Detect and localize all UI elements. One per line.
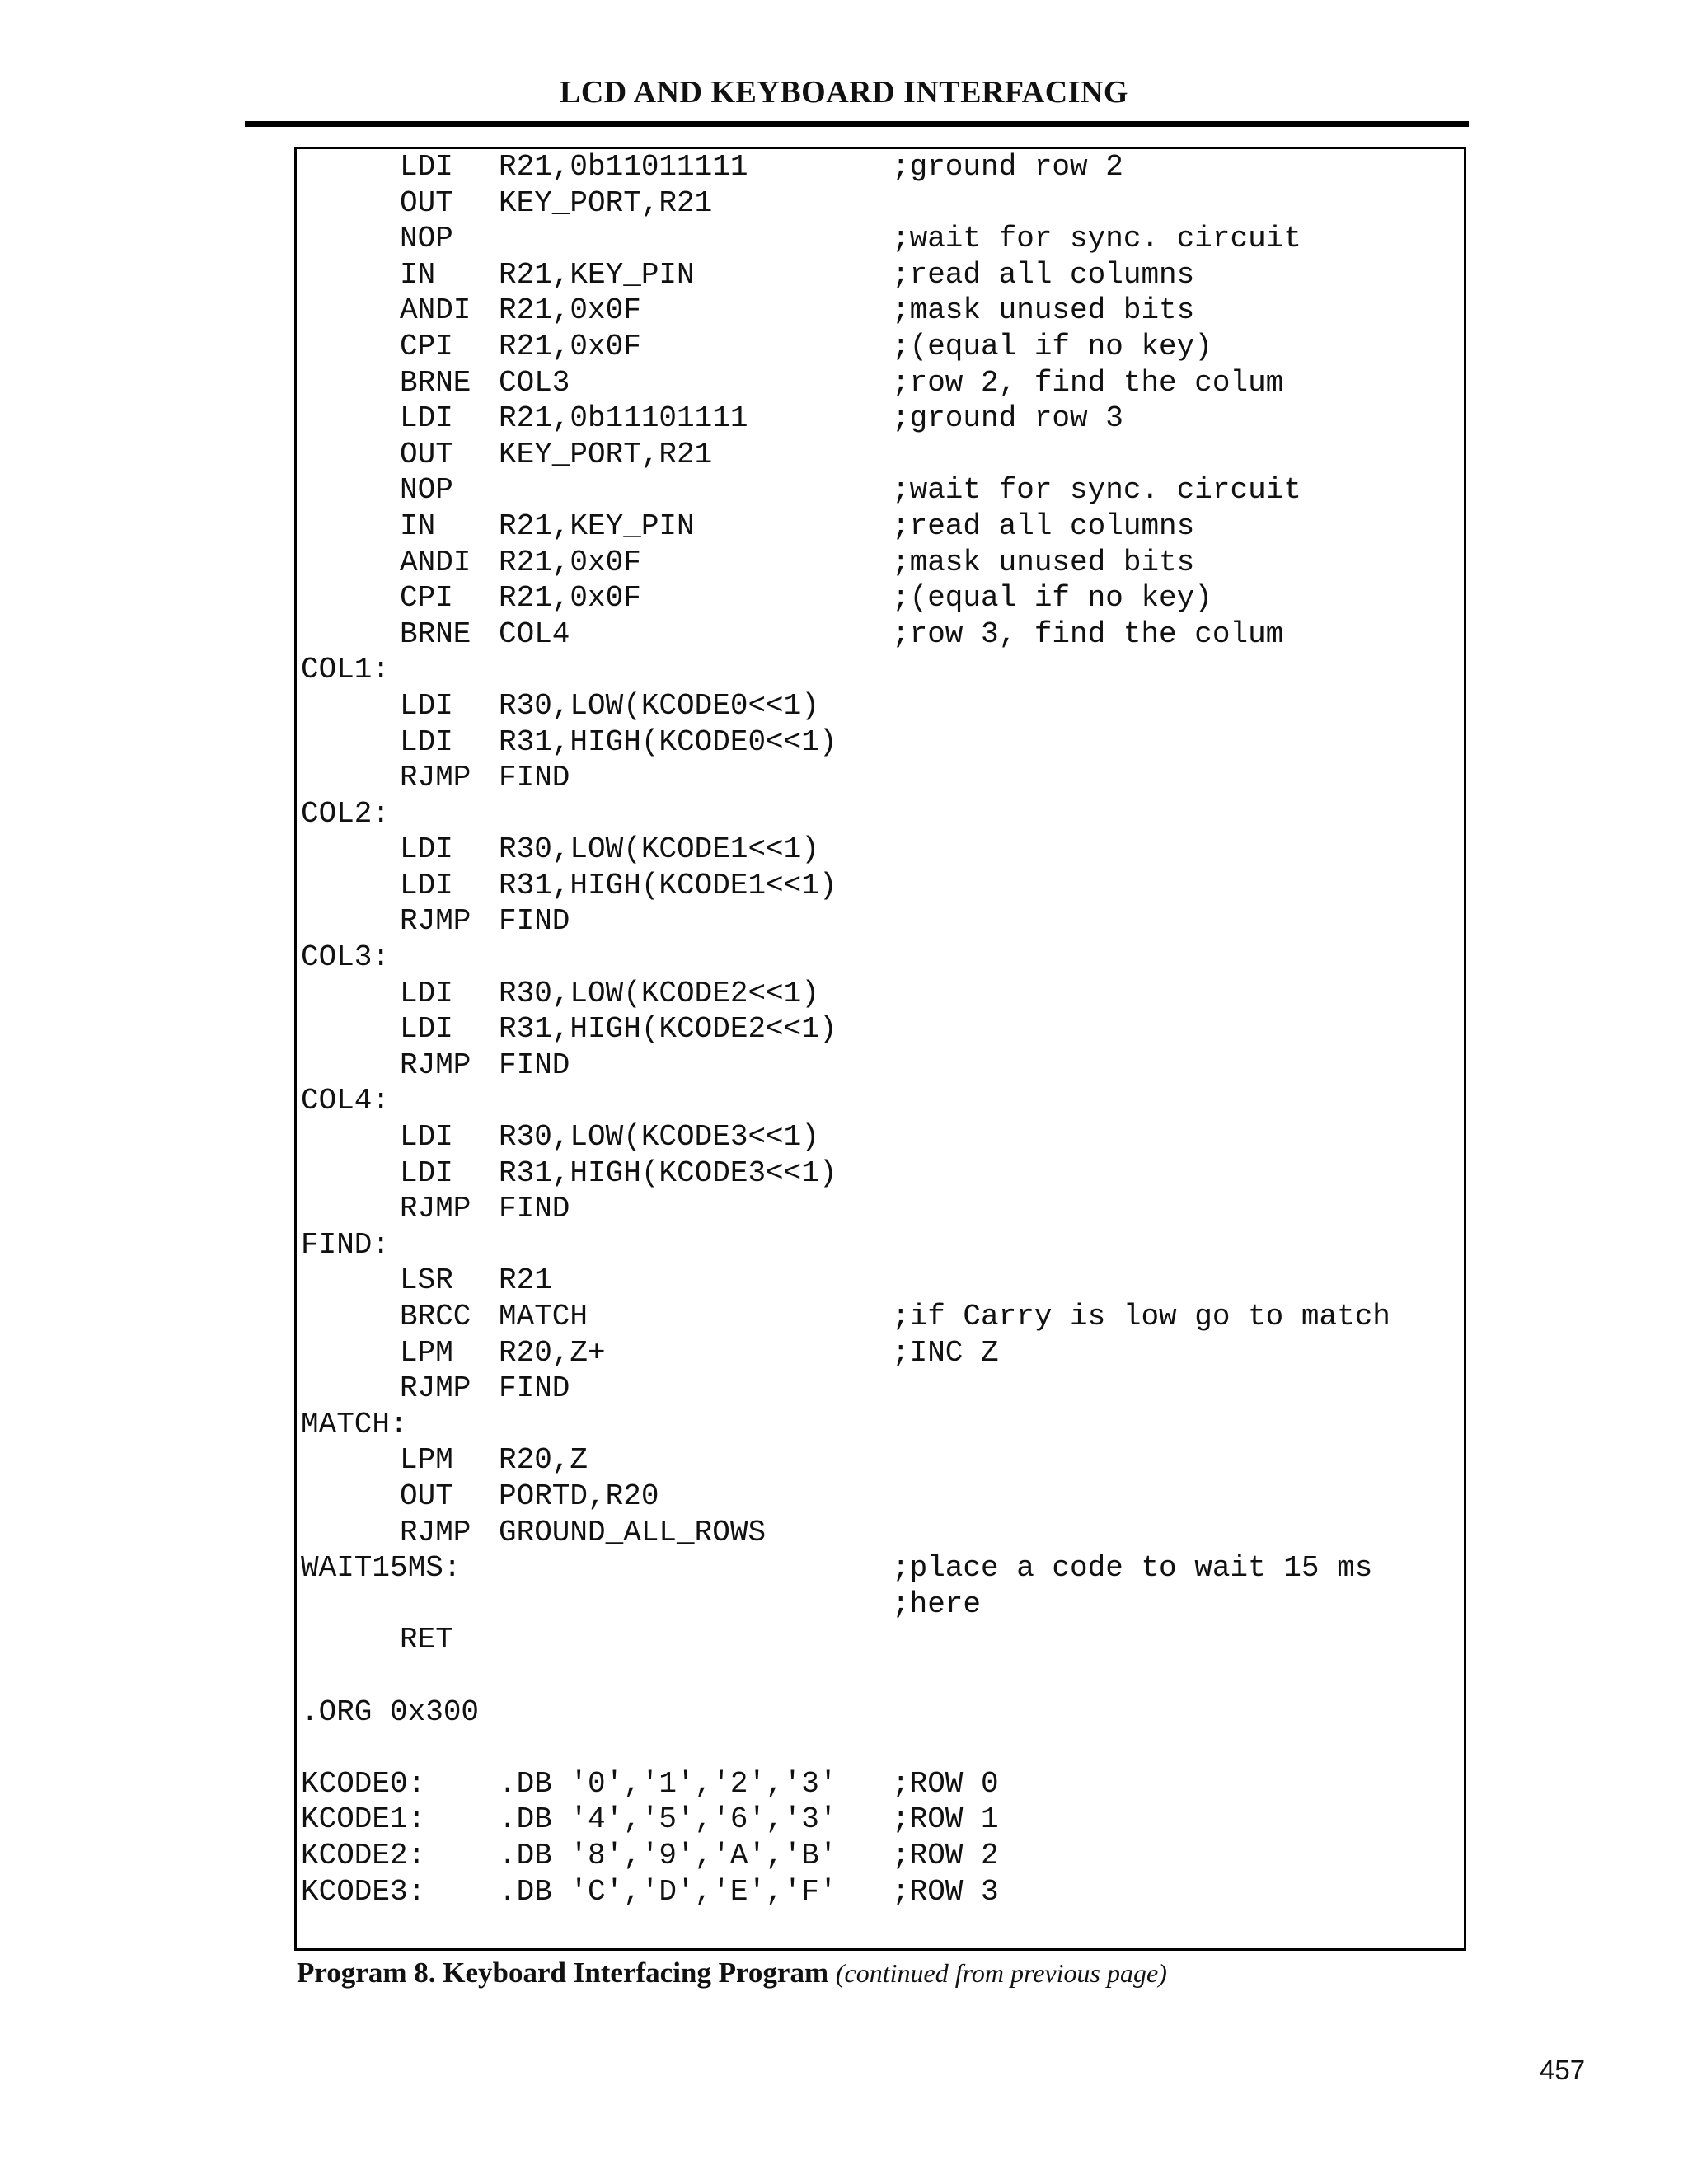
- code-operands: R21: [499, 1263, 552, 1298]
- program-caption: [297, 1954, 1167, 1992]
- code-mnemonic: IN: [400, 509, 436, 543]
- code-comment: ;ground row 2: [892, 150, 1123, 184]
- code-label: .ORG 0x300: [301, 1694, 480, 1729]
- code-operands: FIND: [499, 1192, 570, 1226]
- code-label: KCODE2:: [301, 1838, 426, 1872]
- code-operands: COL3: [499, 365, 570, 400]
- code-mnemonic: BRNE: [400, 616, 471, 651]
- caption-note: (continued from previous page): [835, 1958, 1167, 1988]
- code-mnemonic: OUT: [400, 185, 453, 220]
- code-comment: ;ROW 0: [892, 1766, 999, 1801]
- code-operands: FIND: [499, 904, 570, 939]
- code-operands: .DB 'C','D','E','F': [499, 1874, 837, 1909]
- code-mnemonic: LSR: [400, 1263, 453, 1298]
- code-comment: ;row 3, find the colum: [892, 616, 1284, 651]
- code-mnemonic: NOP: [400, 473, 453, 508]
- code-label: FIND:: [301, 1227, 391, 1262]
- code-mnemonic: RJMP: [400, 904, 471, 939]
- code-operands: R21,0b11011111: [499, 150, 748, 184]
- code-mnemonic: LDI: [400, 1012, 453, 1047]
- code-mnemonic: IN: [400, 257, 436, 292]
- code-comment: ;INC Z: [892, 1335, 999, 1370]
- code-mnemonic: OUT: [400, 1479, 453, 1513]
- code-mnemonic: RJMP: [400, 1515, 471, 1549]
- caption-title: Program 8. Keyboard Interfacing Program: [297, 1957, 829, 1989]
- code-mnemonic: BRCC: [400, 1300, 471, 1333]
- code-mnemonic: LDI: [400, 724, 453, 759]
- code-operands: R21,0x0F: [499, 329, 641, 363]
- code-mnemonic: CPI: [400, 581, 453, 616]
- code-operands: R31,HIGH(KCODE3<<1): [499, 1155, 837, 1190]
- code-operands: FIND: [499, 761, 570, 795]
- code-mnemonic: LDI: [400, 868, 453, 902]
- code-operands: .DB '0','1','2','3': [499, 1766, 837, 1801]
- code-operands: COL4: [499, 616, 570, 651]
- code-comment: ;place a code to wait 15 ms: [892, 1551, 1373, 1586]
- code-comment: ;mask unused bits: [892, 293, 1195, 328]
- code-label: COL2:: [301, 796, 391, 831]
- code-operands: MATCH: [499, 1300, 588, 1333]
- code-mnemonic: RJMP: [400, 1192, 471, 1226]
- code-operands: R21,0x0F: [499, 293, 641, 328]
- code-mnemonic: LDI: [400, 976, 453, 1010]
- code-comment: ;if Carry is low go to match: [892, 1300, 1390, 1333]
- code-operands: .DB '8','9','A','B': [499, 1838, 837, 1872]
- code-operands: R31,HIGH(KCODE1<<1): [499, 868, 837, 902]
- code-comment: ;here: [892, 1586, 982, 1621]
- code-operands: KEY_PORT,R21: [499, 185, 713, 220]
- code-operands: R21,KEY_PIN: [499, 509, 695, 543]
- code-operands: .DB '4','5','6','3': [499, 1802, 837, 1837]
- code-comment: ;ROW 3: [892, 1874, 999, 1909]
- code-operands: R21,0b11101111: [499, 401, 748, 436]
- page-number: 457: [1540, 2055, 1586, 2085]
- code-label: KCODE0:: [301, 1766, 426, 1801]
- code-comment: ;wait for sync. circuit: [892, 473, 1301, 508]
- code-mnemonic: LDI: [400, 832, 453, 867]
- code-mnemonic: RJMP: [400, 761, 471, 795]
- code-mnemonic: LDI: [400, 150, 453, 184]
- code-operands: R20,Z+: [499, 1335, 606, 1370]
- code-mnemonic: ANDI: [400, 293, 471, 328]
- code-operands: R21,KEY_PIN: [499, 257, 695, 292]
- code-mnemonic: CPI: [400, 329, 453, 363]
- code-label: KCODE3:: [301, 1874, 426, 1909]
- code-label: COL4:: [301, 1084, 391, 1118]
- code-comment: ;ground row 3: [892, 401, 1123, 436]
- code-operands: R21,0x0F: [499, 545, 641, 579]
- code-comment: ;ROW 2: [892, 1838, 999, 1872]
- code-label: COL3:: [301, 940, 391, 975]
- program-listing-box: [294, 147, 1466, 1951]
- code-comment: ;(equal if no key): [892, 329, 1212, 363]
- code-operands: FIND: [499, 1047, 570, 1082]
- code-mnemonic: LDI: [400, 688, 453, 723]
- code-operands: R31,HIGH(KCODE0<<1): [499, 724, 837, 759]
- code-mnemonic: NOP: [400, 222, 453, 256]
- code-operands: R30,LOW(KCODE2<<1): [499, 976, 819, 1010]
- code-operands: PORTD,R20: [499, 1479, 659, 1513]
- header-rule: [245, 121, 1469, 127]
- code-comment: ;wait for sync. circuit: [892, 222, 1301, 256]
- code-mnemonic: LDI: [400, 1120, 453, 1155]
- code-mnemonic: RJMP: [400, 1047, 471, 1082]
- code-mnemonic: LDI: [400, 1155, 453, 1190]
- code-mnemonic: RET: [400, 1623, 453, 1657]
- code-operands: R30,LOW(KCODE3<<1): [499, 1120, 819, 1155]
- code-operands: FIND: [499, 1371, 570, 1406]
- code-label: WAIT15MS:: [301, 1551, 462, 1586]
- code-comment: ;ROW 1: [892, 1802, 999, 1837]
- code-operands: R20,Z: [499, 1443, 588, 1478]
- running-header-title: LCD AND KEYBOARD INTERFACING: [560, 75, 1128, 110]
- code-mnemonic: OUT: [400, 437, 453, 471]
- code-mnemonic: LPM: [400, 1335, 453, 1370]
- code-comment: ;read all columns: [892, 509, 1195, 543]
- code-label: KCODE1:: [301, 1802, 426, 1837]
- code-comment: ;(equal if no key): [892, 581, 1212, 616]
- code-operands: KEY_PORT,R21: [499, 437, 713, 471]
- code-operands: R30,LOW(KCODE0<<1): [499, 688, 819, 723]
- code-mnemonic: BRNE: [400, 365, 471, 400]
- code-operands: R31,HIGH(KCODE2<<1): [499, 1012, 837, 1047]
- code-mnemonic: ANDI: [400, 545, 471, 579]
- code-operands: R21,0x0F: [499, 581, 641, 616]
- code-label: COL1:: [301, 653, 391, 687]
- code-label: MATCH:: [301, 1407, 408, 1441]
- code-mnemonic: LPM: [400, 1443, 453, 1478]
- code-mnemonic: LDI: [400, 401, 453, 436]
- code-mnemonic: RJMP: [400, 1371, 471, 1406]
- code-comment: ;mask unused bits: [892, 545, 1195, 579]
- code-comment: ;row 2, find the colum: [892, 365, 1284, 400]
- code-operands: R30,LOW(KCODE1<<1): [499, 832, 819, 867]
- code-operands: GROUND_ALL_ROWS: [499, 1515, 767, 1549]
- code-comment: ;read all columns: [892, 257, 1195, 292]
